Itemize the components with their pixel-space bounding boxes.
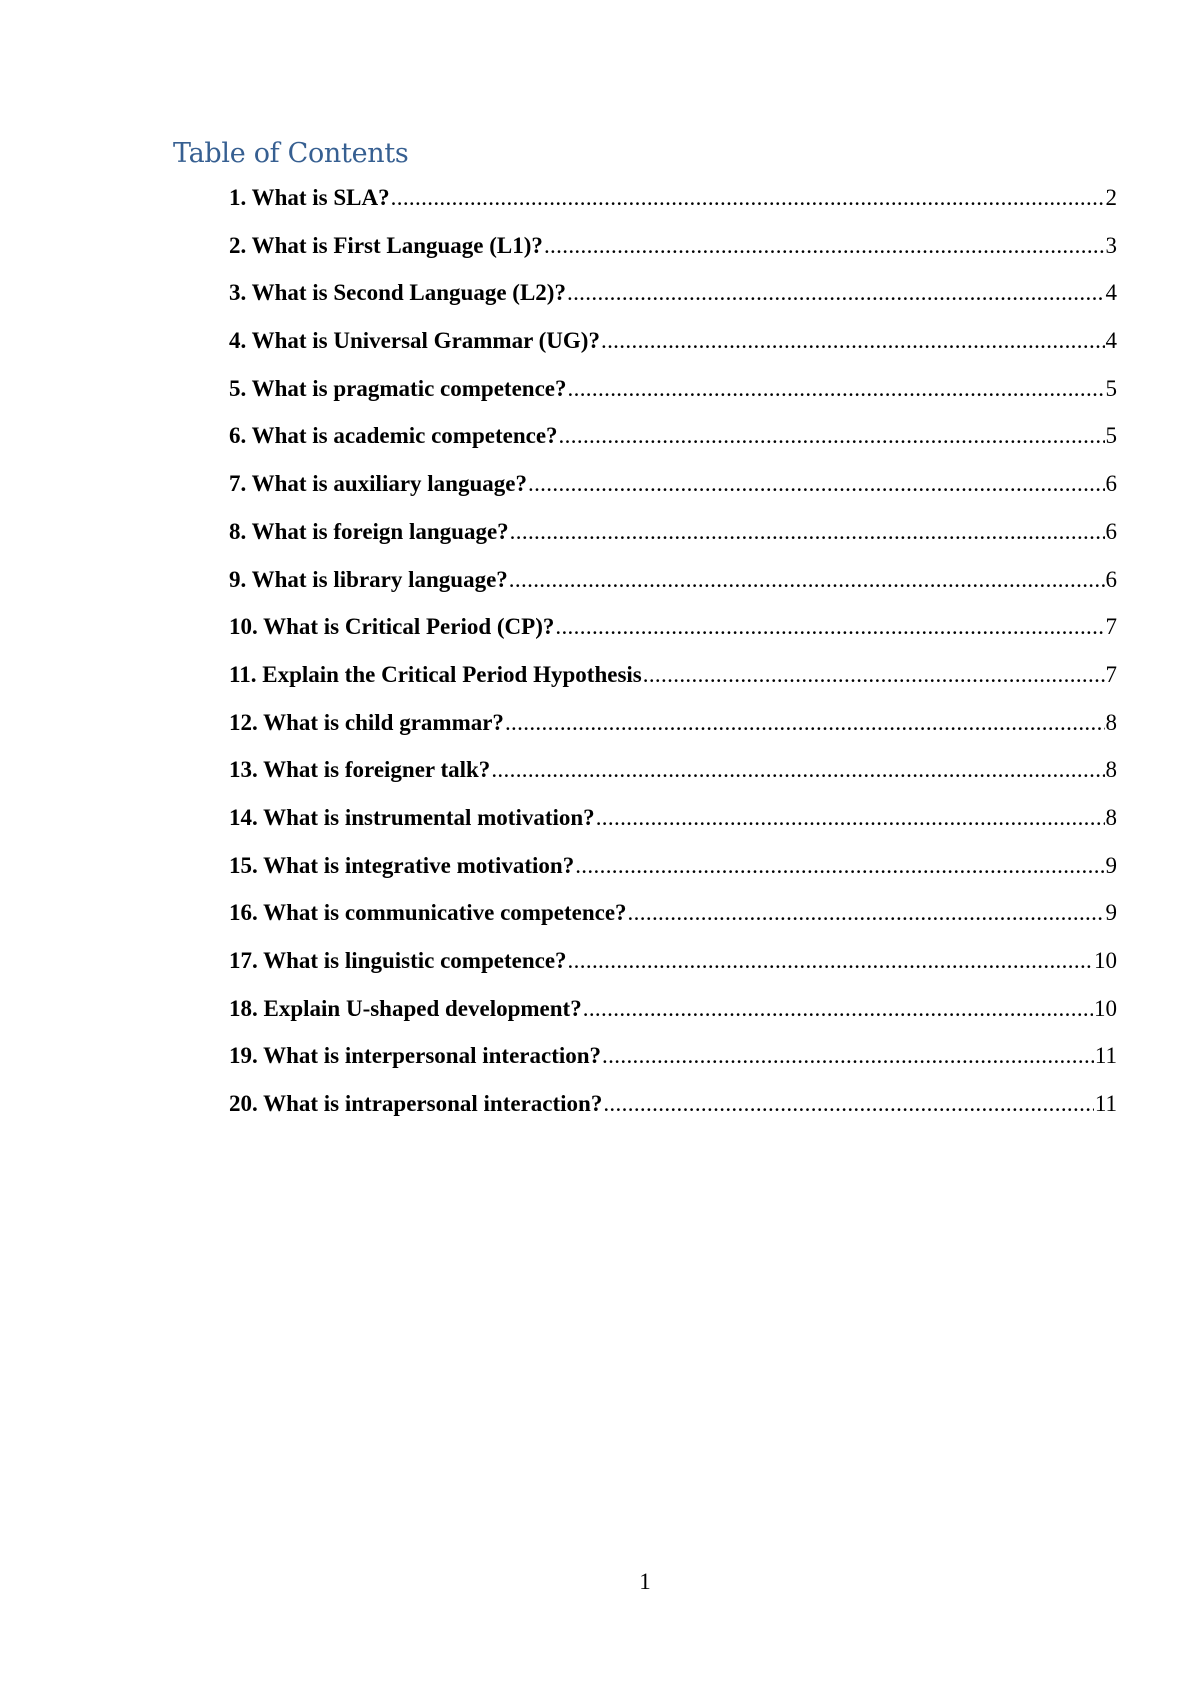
toc-dot-leader bbox=[595, 800, 1105, 836]
toc-dot-leader bbox=[504, 705, 1105, 741]
toc-entry[interactable] bbox=[229, 657, 1117, 705]
toc-entry-title[interactable]: 11. Explain the Critical Period Hypothesis bbox=[229, 661, 642, 687]
toc-entry-page-number: 6 bbox=[1105, 566, 1117, 592]
toc-entry-page-number: 8 bbox=[1105, 757, 1117, 783]
toc-entry-title[interactable]: 1. What is SLA? bbox=[229, 185, 390, 210]
toc-entry[interactable] bbox=[229, 275, 1117, 323]
toc-entry[interactable] bbox=[229, 371, 1117, 419]
toc-entry-page-number: 7 bbox=[1105, 614, 1117, 640]
toc-entry[interactable] bbox=[229, 418, 1117, 466]
toc-entry-title[interactable]: 10. What is Critical Period (CP)? bbox=[229, 614, 555, 640]
toc-entry-page-number: 4 bbox=[1105, 328, 1117, 354]
toc-entry-title[interactable]: 12. What is child grammar? bbox=[229, 709, 504, 735]
toc-dot-leader bbox=[642, 657, 1105, 693]
toc-entry-title[interactable]: 15. What is integrative motivation? bbox=[229, 852, 575, 878]
toc-dot-leader bbox=[566, 275, 1105, 311]
toc-dot-leader bbox=[574, 848, 1104, 884]
toc-dot-leader bbox=[558, 418, 1105, 454]
toc-dot-leader bbox=[601, 1038, 1094, 1074]
toc-entry-page-number: 5 bbox=[1105, 423, 1117, 449]
toc-dot-leader bbox=[627, 895, 1105, 931]
toc-entry-title[interactable]: 6. What is academic competence? bbox=[229, 423, 558, 449]
toc-entry-title[interactable]: 16. What is communicative competence? bbox=[229, 900, 627, 926]
toc-entry-title[interactable]: 17. What is linguistic competence? bbox=[229, 948, 567, 973]
toc-heading: Table of Contents bbox=[173, 138, 409, 169]
toc-entry-title[interactable]: 7. What is auxiliary language? bbox=[229, 471, 527, 497]
toc-dot-leader bbox=[527, 466, 1105, 502]
toc-dot-leader bbox=[390, 180, 1105, 216]
toc-entry[interactable] bbox=[229, 943, 1117, 991]
toc-entry-page-number: 4 bbox=[1105, 280, 1117, 306]
toc-entry[interactable] bbox=[229, 895, 1117, 943]
toc-entry-title[interactable]: 9. What is library language? bbox=[229, 566, 508, 592]
toc-entry-title[interactable]: 20. What is intrapersonal interaction? bbox=[229, 1091, 603, 1117]
toc-entry[interactable] bbox=[229, 752, 1117, 800]
toc-entry-page-number: 8 bbox=[1105, 709, 1117, 735]
toc-entry[interactable] bbox=[229, 514, 1117, 562]
toc-entry-page-number: 11 bbox=[1094, 1091, 1117, 1117]
toc-entry-page-number: 5 bbox=[1105, 375, 1117, 401]
toc-entry-title[interactable]: 4. What is Universal Grammar (UG)? bbox=[229, 328, 600, 354]
toc-list bbox=[229, 180, 1117, 1134]
toc-entry-page-number: 2 bbox=[1105, 185, 1117, 210]
toc-entry-page-number: 10 bbox=[1094, 948, 1117, 973]
toc-dot-leader bbox=[600, 323, 1105, 359]
toc-dot-leader bbox=[554, 609, 1104, 645]
toc-entry-title[interactable]: 18. Explain U-shaped development? bbox=[229, 995, 582, 1021]
toc-dot-leader bbox=[582, 991, 1093, 1027]
toc-entry[interactable] bbox=[229, 562, 1117, 610]
toc-entry[interactable] bbox=[229, 609, 1117, 657]
toc-entry[interactable] bbox=[229, 228, 1117, 276]
toc-entry-title[interactable]: 19. What is interpersonal interaction? bbox=[229, 1043, 602, 1069]
toc-entry-title[interactable]: 3. What is Second Language (L2)? bbox=[229, 280, 566, 306]
toc-entry-page-number: 10 bbox=[1094, 995, 1117, 1021]
toc-entry-title[interactable]: 13. What is foreigner talk? bbox=[229, 757, 491, 783]
toc-entry-page-number: 9 bbox=[1105, 852, 1117, 878]
toc-entry[interactable] bbox=[229, 848, 1117, 896]
toc-entry-title[interactable]: 5. What is pragmatic competence? bbox=[229, 375, 567, 401]
toc-entry[interactable] bbox=[229, 1086, 1117, 1134]
toc-dot-leader bbox=[602, 1086, 1094, 1122]
toc-dot-leader bbox=[509, 514, 1105, 550]
page-number: 1 bbox=[639, 1569, 651, 1594]
toc-entry[interactable] bbox=[229, 800, 1117, 848]
toc-entry-page-number: 7 bbox=[1105, 661, 1117, 687]
toc-dot-leader bbox=[543, 228, 1105, 264]
toc-entry-page-number: 6 bbox=[1105, 518, 1117, 544]
toc-dot-leader bbox=[567, 943, 1093, 979]
toc-entry-title[interactable]: 2. What is First Language (L1)? bbox=[229, 232, 543, 258]
toc-entry-page-number: 11 bbox=[1094, 1043, 1117, 1069]
toc-entry-title[interactable]: 14. What is instrumental motivation? bbox=[229, 804, 595, 830]
toc-entry[interactable] bbox=[229, 466, 1117, 514]
toc-dot-leader bbox=[490, 752, 1104, 788]
toc-entry-page-number: 3 bbox=[1105, 232, 1117, 258]
toc-entry[interactable] bbox=[229, 1038, 1117, 1086]
toc-dot-leader bbox=[508, 562, 1105, 598]
toc-entry[interactable] bbox=[229, 323, 1117, 371]
toc-entry[interactable] bbox=[229, 991, 1117, 1039]
toc-entry[interactable] bbox=[229, 180, 1117, 228]
toc-entry-page-number: 6 bbox=[1105, 471, 1117, 497]
toc-entry-page-number: 9 bbox=[1105, 900, 1117, 926]
toc-entry-page-number: 8 bbox=[1105, 804, 1117, 830]
toc-entry-title[interactable]: 8. What is foreign language? bbox=[229, 518, 509, 544]
toc-entry[interactable] bbox=[229, 705, 1117, 753]
toc-dot-leader bbox=[567, 371, 1105, 407]
